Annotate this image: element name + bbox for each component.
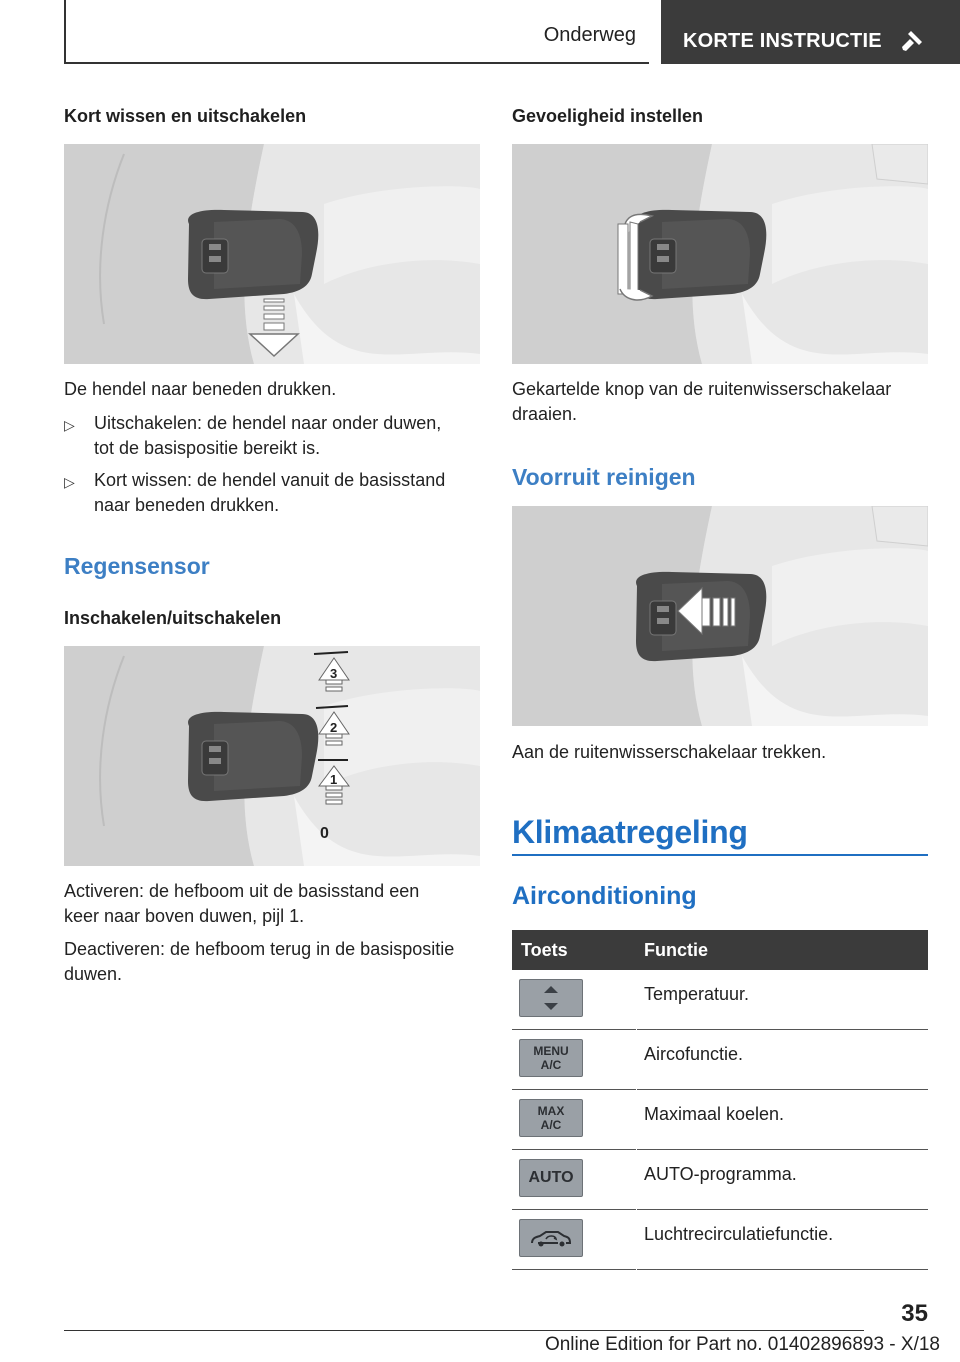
quick-guide-icon [901,28,925,52]
table-cell-function: Luchtrecirculatiefunctie. [644,1224,834,1244]
column-separator [636,1030,637,1090]
paragraph-line: keer naar boven duwen, pijl 1. [64,906,305,926]
table-row [512,970,928,1030]
footer-edition: Online Edition for Part no. 01402896893 - X/18 [544,1334,940,1355]
heading-windshield-clean: Voorruit reinigen [512,464,696,490]
figure-pull-lever [512,506,928,726]
header-tab [661,0,960,64]
header-section-title: Onderweg [543,24,636,46]
position-label-2: 2 [330,720,338,735]
temperature-arrows-icon [519,979,583,1017]
paragraph-line: duwen. [64,964,123,984]
figure-lever-down [64,144,480,364]
column-separator [636,1090,637,1150]
heading-sensitivity: Gevoeligheid instellen [512,106,704,126]
heading-rule [512,854,928,856]
table-row [512,1210,928,1270]
column-separator [636,1210,637,1270]
page-number: 35 [901,1300,928,1327]
auto-key-label: AUTO [528,1169,574,1186]
table-header [512,930,928,970]
table-cell-function: Maximaal koelen. [644,1104,785,1124]
bullet-line: naar beneden drukken. [94,495,280,515]
table-cell-function: Aircofunctie. [644,1044,744,1064]
max-ac-key-icon: MAX A/C [519,1099,583,1137]
table-header-function: Functie [644,940,709,960]
paragraph-line: draaien. [512,404,578,424]
table-row [512,1030,928,1090]
table-cell-function: AUTO-programma. [644,1164,797,1184]
auto-key-icon [519,1159,583,1197]
position-label-3: 3 [330,666,338,681]
bullet-line: Uitschakelen: de hendel naar onder duwen, [94,413,442,433]
bullet-triangle-icon: ▷ [64,474,75,490]
paragraph-pull-lever: Aan de ruitenwisserschakelaar trekken. [512,742,827,762]
menu-ac-key-icon: MENU A/C [519,1039,583,1077]
table-header-key: Toets [521,940,568,960]
header-bottom-rule [64,62,649,64]
figure-knurled-knob [512,144,928,364]
paragraph-press-down: De hendel naar beneden drukken. [64,379,337,399]
figure-lever-positions [64,646,480,866]
bullet-switch-off [64,411,480,461]
header-left-rule [64,0,66,64]
paragraph-rotate-knob [512,377,928,427]
heading-wipe-off: Kort wissen en uitschakelen [64,106,307,126]
footer-rule [64,1330,864,1331]
position-label-0: 0 [320,825,329,842]
bullet-line: Kort wissen: de hendel vanuit de basisstand [94,470,446,490]
paragraph-line: Deactiveren: de hefboom terug in de basispositie [64,939,455,959]
heading-rain-sensor: Regensensor [64,553,210,579]
table-cell-function: Temperatuur. [644,984,750,1004]
heading-climate-control: Klimaatregeling [512,814,748,850]
table-row [512,1090,928,1150]
paragraph-activate [64,879,480,929]
bullet-short-wipe [64,468,480,518]
recirculation-car-icon [519,1219,583,1257]
bullet-triangle-icon: ▷ [64,417,75,433]
table-row [512,1150,928,1210]
header-tab-label: KORTE INSTRUCTIE [683,30,882,52]
column-separator [636,970,637,1030]
paragraph-deactivate [64,937,484,987]
paragraph-line: Activeren: de hefboom uit de basisstand een [64,881,420,901]
paragraph-line: Gekartelde knop van de ruitenwisserschakelaar [512,379,892,399]
bullet-line: tot de basispositie bereikt is. [94,438,321,458]
heading-switch-on-off: Inschakelen/uitschakelen [64,608,282,628]
position-label-1: 1 [330,772,338,787]
heading-air-conditioning: Airconditioning [512,882,697,910]
ac-table [512,930,928,1270]
column-separator [636,1150,637,1210]
